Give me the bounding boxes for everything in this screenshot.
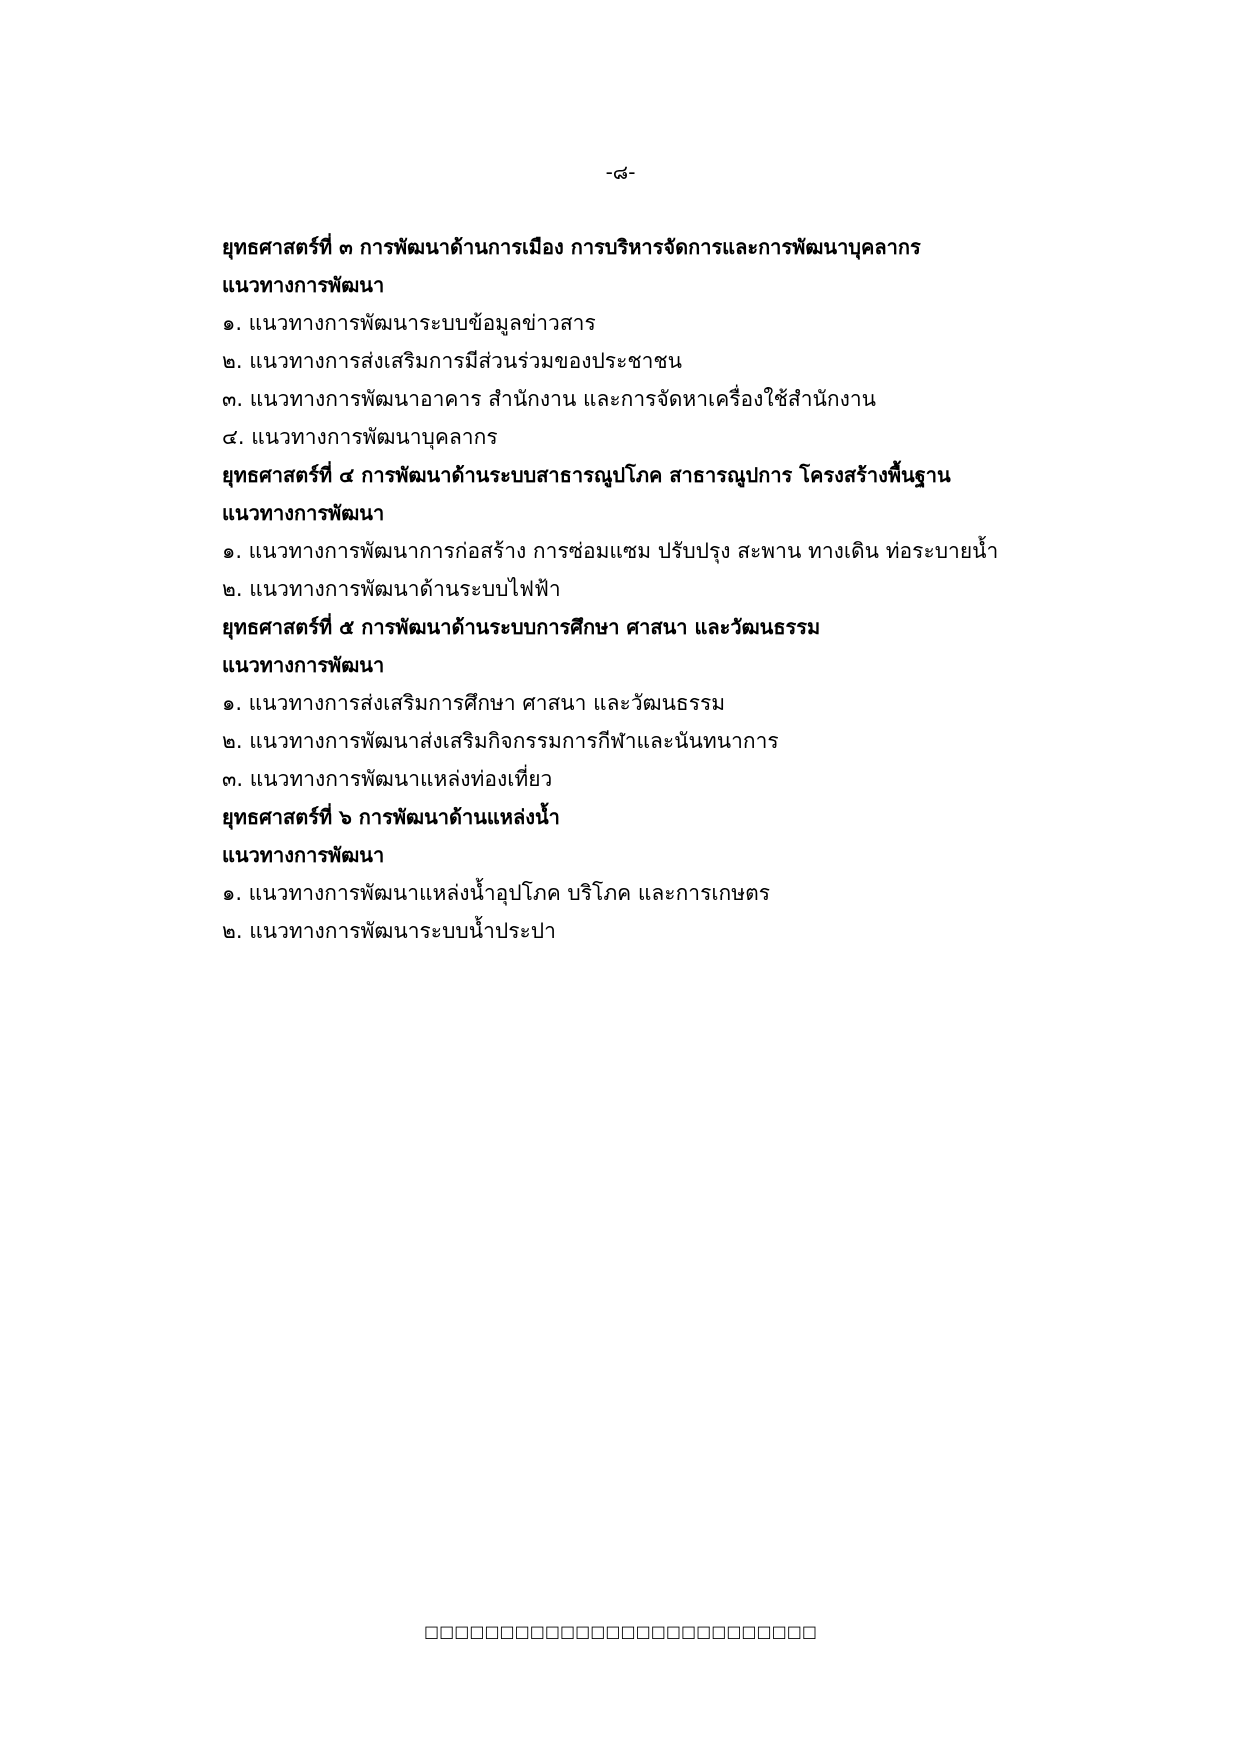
guideline-subheading: แนวทางการพัฒนา (222, 273, 385, 297)
strategy-heading: ยุทธศาสตร์ที่ ๔ การพัฒนาด้านระบบสาธารณูปโภค สาธารณูปการ โครงสร้างพื้นฐาน (222, 463, 951, 487)
guideline-subheading: แนวทางการพัฒนา (222, 843, 385, 867)
strategy-heading: ยุทธศาสตร์ที่ ๕ การพัฒนาด้านระบบการศึกษา ศาสนา และวัฒนธรรม (222, 615, 821, 639)
strategy-heading: ยุทธศาสตร์ที่ ๓ การพัฒนาด้านการเมือง การบริหารจัดการและการพัฒนาบุคลากร (222, 235, 921, 259)
guideline-item: ๒. แนวทางการพัฒนาส่งเสริมกิจกรรมการกีฬาและนันทนาการ (222, 729, 779, 753)
guideline-item: ๑. แนวทางการพัฒนาการก่อสร้าง การซ่อมแซม ปรับปรุง สะพาน ทางเดิน ท่อระบายน้ำ (222, 539, 999, 563)
guideline-subheading: แนวทางการพัฒนา (222, 653, 385, 677)
guideline-item: ๓. แนวทางการพัฒนาอาคาร สำนักงาน และการจัดหาเครื่องใช้สำนักงาน (222, 387, 876, 411)
guideline-item: ๓. แนวทางการพัฒนาแหล่งท่องเที่ยว (222, 767, 553, 791)
guideline-item: ๒. แนวทางการพัฒนาด้านระบบไฟฟ้า (222, 577, 561, 601)
guideline-item: ๒. แนวทางการส่งเสริมการมีส่วนร่วมของประชาชน (222, 349, 683, 373)
guideline-item: ๑. แนวทางการพัฒนาระบบข้อมูลข่าวสาร (222, 311, 596, 335)
guideline-item: ๒. แนวทางการพัฒนาระบบน้ำประปา (222, 919, 556, 943)
guideline-subheading: แนวทางการพัฒนา (222, 501, 385, 525)
guideline-item: ๔. แนวทางการพัฒนาบุคลากร (222, 425, 498, 449)
document-body (222, 228, 1022, 950)
page-number: -๘- (605, 160, 636, 184)
guideline-item: ๑. แนวทางการส่งเสริมการศึกษา ศาสนา และวัฒนธรรม (222, 691, 726, 715)
strategy-heading: ยุทธศาสตร์ที่ ๖ การพัฒนาด้านแหล่งน้ำ (222, 805, 560, 829)
guideline-item: ๑. แนวทางการพัฒนาแหล่งน้ำอุปโภค บริโภค และการเกษตร (222, 881, 771, 905)
footer-placeholder-glyphs: □□□□□□□□□□□□□□□□□□□□□□□□□□ (423, 1622, 818, 1641)
